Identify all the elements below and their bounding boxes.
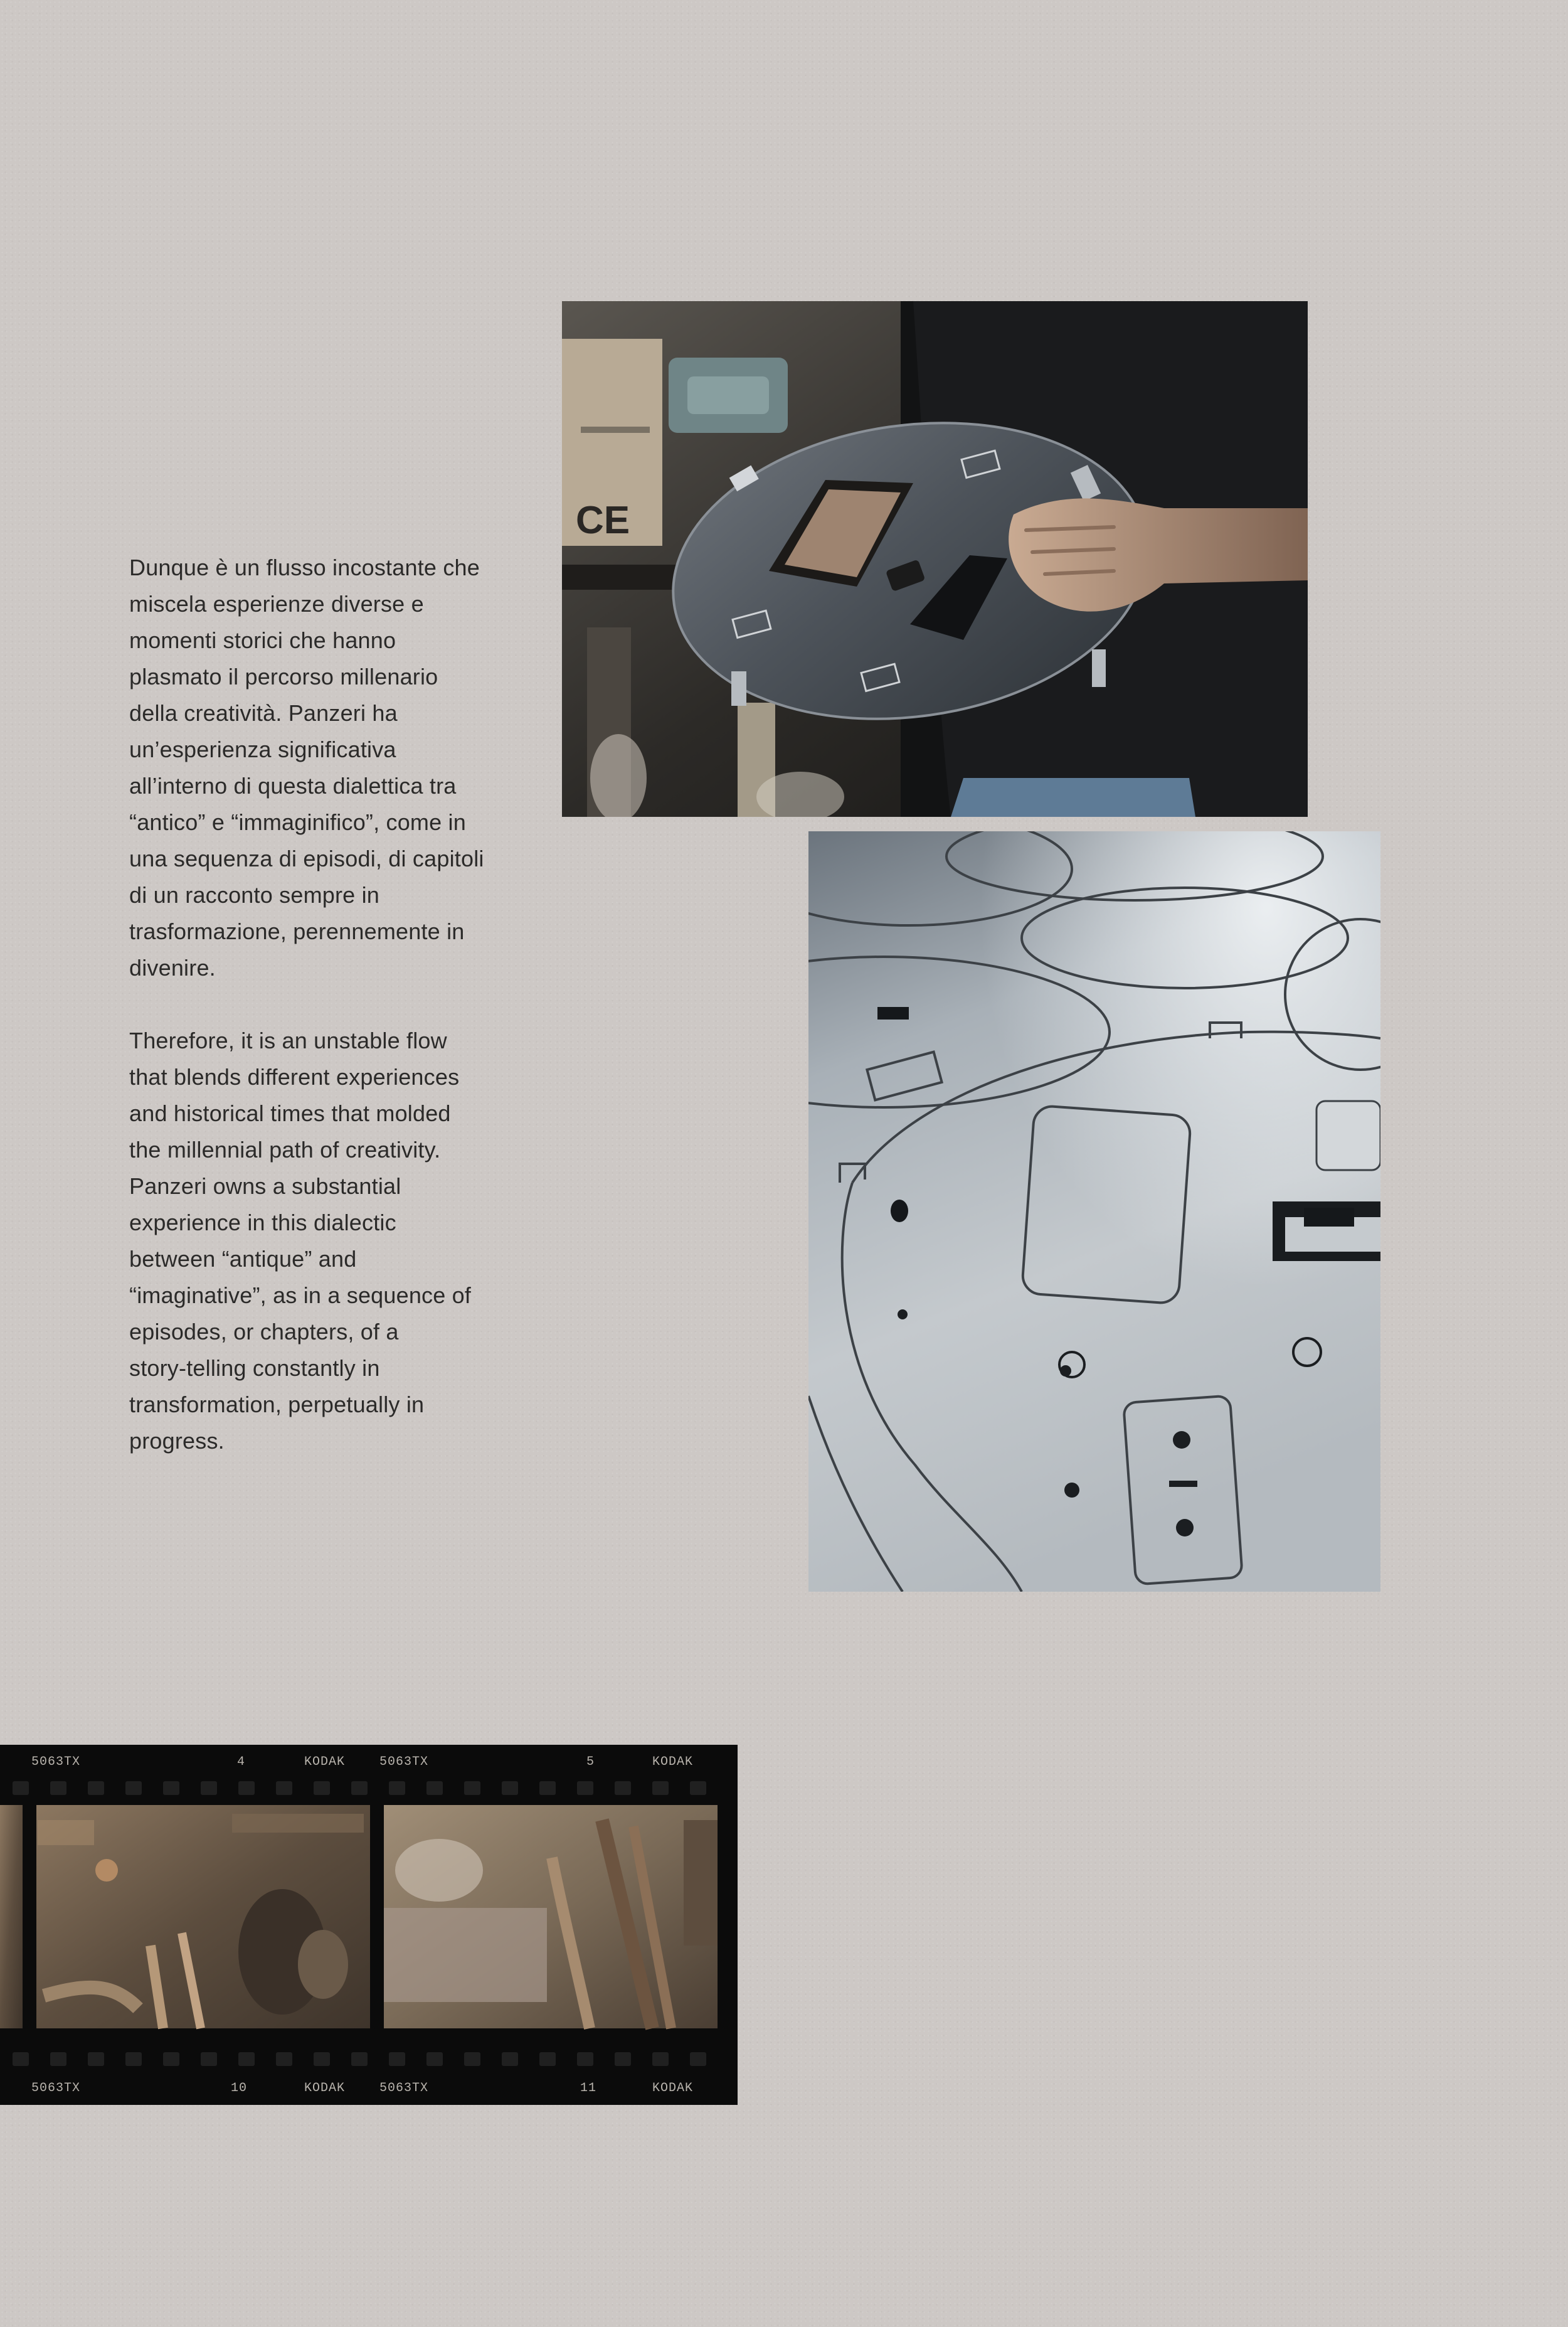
film-brand-bottom-1: KODAK: [304, 2081, 346, 2095]
frame-number-top-1: 4: [237, 1755, 246, 1769]
photo-laser-cut-steel-sheet: [808, 831, 1380, 1592]
ce-mark-label: CE: [576, 499, 630, 542]
photo-hands-holding-steel-disc: [562, 301, 1308, 817]
frame-number-top-2: 5: [586, 1755, 595, 1769]
film-code-top-2: 5063TX: [379, 1755, 429, 1769]
film-frame-workshop-tools-2: [384, 1805, 718, 2028]
frame-number-bottom-2: 11: [580, 2081, 597, 2095]
film-frame-workshop-tools-1: [36, 1805, 370, 2028]
film-contact-strip: [0, 1745, 738, 2105]
film-code-top-1: 5063TX: [31, 1755, 81, 1769]
body-text-column: [129, 550, 518, 1459]
film-brand-bottom-2: KODAK: [652, 2081, 694, 2095]
film-brand-top-1: KODAK: [304, 1755, 346, 1769]
frame-number-bottom-1: 10: [231, 2081, 248, 2095]
film-brand-top-2: KODAK: [652, 1755, 694, 1769]
italian-paragraph: Dunque è un flusso incostante che miscela esperienze diverse e momenti storici che hanno plasmato il percorso millenario della creatività. Panzeri ha un’esperienza significativa all’interno di questa dialettica tra “antico” e “immaginifico”, come in una sequenza di episodi, di capitoli di un racconto sempre in trasformazione, perennemente in divenire.: [129, 555, 484, 981]
english-paragraph: Therefore, it is an unstable flow that blends different experiences and historical times that molded the millennial path of creativity. Panzeri owns a substantial experience in this dialectic between “antique” and “imaginative”, as in a sequence of episodes, or chapters, of a story-telling constantly in transformation, perpetually in progress.: [129, 1028, 472, 1454]
film-code-bottom-2: 5063TX: [379, 2081, 429, 2095]
film-code-bottom-1: 5063TX: [31, 2081, 81, 2095]
film-frame-partial: [0, 1805, 23, 2028]
